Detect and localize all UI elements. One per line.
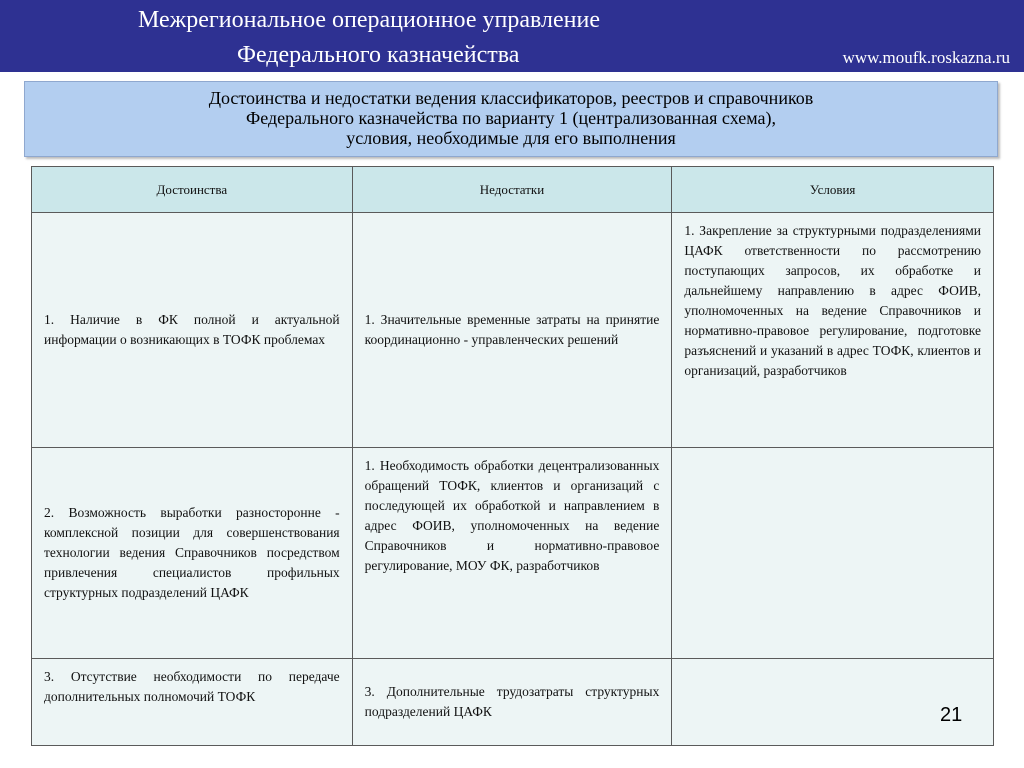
- table-row: [32, 213, 994, 448]
- subtitle-line2: Федерального казначейства по варианту 1 (централизованная схема),: [246, 108, 776, 128]
- cell-advantage: 2. Возможность выработки разносторонне - комплексной позиции для совершенствования технологии ведения Справочников посредством привлечения специалистов профильных структурных подразделений ЦАФК: [32, 448, 353, 659]
- subtitle-line3: условия, необходимые для его выполнения: [346, 128, 676, 148]
- header-url: www.moufk.roskazna.ru: [842, 48, 1010, 67]
- header-title-line1: Межрегиональное операционное управление: [138, 7, 600, 33]
- page-number: 21: [940, 704, 963, 726]
- table-row: [32, 448, 994, 659]
- cell-advantage: 3. Отсутствие необходимости по передаче дополнительных полномочий ТОФК: [32, 659, 353, 746]
- table-header-row: [32, 167, 994, 213]
- table-row: [32, 659, 994, 746]
- cell-condition: 1. Закрепление за структурными подразделениями ЦАФК ответственности по рассмотрению поступающих запросов, их обработке и дальнейшему направлению в адрес ФОИВ, уполномоченных на ведение Справочников и нормативно-правовое регулирование, подготовке разъяснений и указаний в адрес ТОФК, клиентов и организаций, разработчиков: [672, 213, 994, 448]
- cell-disadvantage: 1. Значительные временные затраты на принятие координационно - управленческих решений: [352, 213, 672, 448]
- cell-disadvantage: 1. Необходимость обработки децентрализованных обращений ТОФК, клиентов и организаций с последующей их обработкой и направлением в адрес ФОИВ, уполномоченных на ведение Справочников и нормативно-правовое регулирование, МОУ ФК, разработчиков: [352, 448, 672, 659]
- subtitle-line1: Достоинства и недостатки ведения классификаторов, реестров и справочников: [208, 88, 814, 108]
- cell-disadvantage: 3. Дополнительные трудозатраты структурных подразделений ЦАФК: [352, 659, 672, 746]
- header-title-line2: Федерального казначейства: [237, 42, 520, 68]
- cell-condition: [672, 448, 994, 659]
- cell-advantage: 1. Наличие в ФК полной и актуальной информации о возникающих в ТОФК проблемах: [32, 213, 353, 448]
- header-disadvantages: Недостатки: [352, 167, 672, 213]
- header-conditions: Условия: [672, 167, 994, 213]
- cell-condition: [672, 659, 994, 746]
- comparison-table: [31, 166, 994, 746]
- header-advantages: Достоинства: [32, 167, 353, 213]
- slide-subtitle: [24, 81, 998, 157]
- header-banner: [0, 0, 1024, 72]
